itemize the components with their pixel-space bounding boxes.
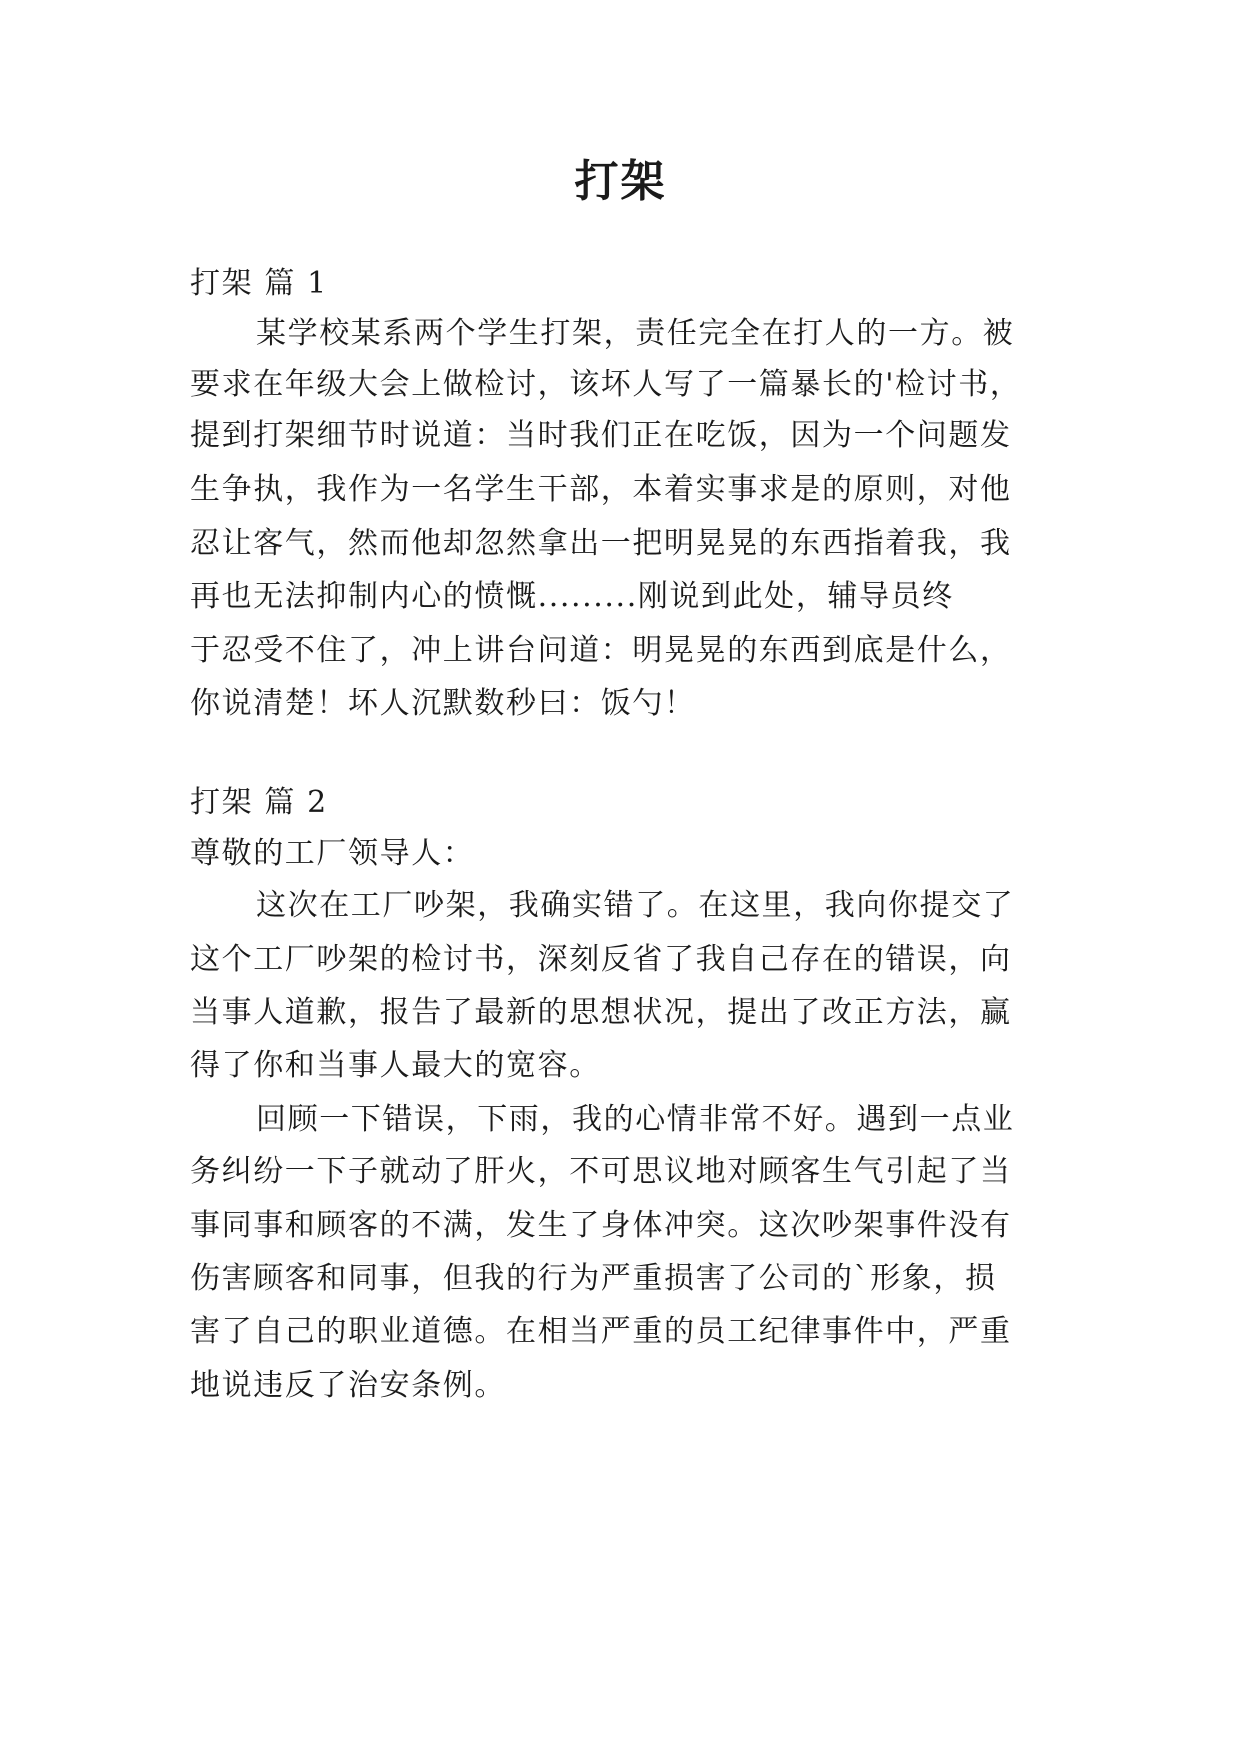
section-2-paragraph-2-line: 地说违反了治安条例。 (190, 1368, 506, 1403)
section-1-line: 要求在年级大会上做检讨，该坏人写了一篇暴长的'检讨书， (190, 367, 1022, 402)
section-2-paragraph-1-line: 当事人道歉，报告了最新的思想状况，提出了改正方法，赢 (190, 995, 1012, 1030)
document-title: 打架 (574, 156, 667, 207)
section-2-paragraph-2-line: 害了自己的职业道德。在相当严重的员工纪律事件中，严重 (190, 1314, 1012, 1349)
section-2-paragraph-1-line: 这次在工厂吵架，我确实错了。在这里，我向你提交了 (256, 888, 1015, 923)
section-2-paragraph-1-line: 这个工厂吵架的检讨书，深刻反省了我自己存在的错误，向 (190, 942, 1012, 977)
section-1-line: 某学校某系两个学生打架，责任完全在打人的一方。被 (256, 316, 1015, 351)
section-2-paragraph-2-line: 务纠纷一下子就动了肝火，不可思议地对顾客生气引起了当 (190, 1154, 1012, 1189)
section-2-paragraph-2-line: 伤害顾客和同事，但我的行为严重损害了公司的`形象，损 (190, 1261, 997, 1296)
section-2-paragraph-2-line: 事同事和顾客的不满，发生了身体冲突。这次吵架事件没有 (190, 1208, 1012, 1243)
section-2-heading: 打架 篇 2 (190, 785, 328, 820)
section-1-line: 再也无法抑制内心的愤慨.........刚说到此处，辅导员终 (190, 579, 954, 614)
salutation: 尊敬的工厂领导人： (190, 836, 475, 871)
section-1-heading: 打架 篇 1 (190, 266, 328, 301)
section-1-line: 生争执，我作为一名学生干部，本着实事求是的原则，对他 (190, 472, 1012, 507)
section-1-line: 忍让客气，然而他却忽然拿出一把明晃晃的东西指着我，我 (190, 526, 1012, 561)
section-1-line: 于忍受不住了，冲上讲台问道：明晃晃的东西到底是什么， (190, 633, 1012, 668)
section-2-paragraph-1-line: 得了你和当事人最大的宽容。 (190, 1048, 601, 1083)
section-2-paragraph-2-line: 回顾一下错误，下雨，我的心情非常不好。遇到一点业 (256, 1102, 1015, 1137)
section-1-line: 你说清楚！坏人沉默数秒曰：饭勺！ (190, 686, 696, 721)
section-1-line: 提到打架细节时说道：当时我们正在吃饭，因为一个问题发 (190, 418, 1012, 453)
